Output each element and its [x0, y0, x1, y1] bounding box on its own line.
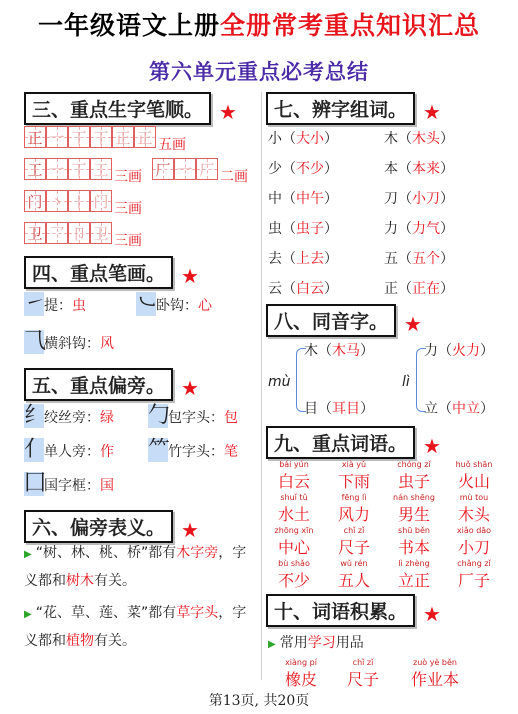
stroke-count: 三画	[114, 233, 142, 249]
homophone-item: 目（耳目）	[304, 401, 374, 417]
word-chinese: 厂子	[457, 571, 490, 590]
stroke-item: ⺄横斜钩：风	[24, 329, 114, 354]
word-pinyin: nán shēng	[393, 493, 435, 502]
word-pinyin: mù tou	[459, 493, 489, 502]
meaning-paragraph: ▶ “树、林、桃、桥”都有木字旁，字义都和树木有关。	[24, 545, 247, 589]
accumulation-line: ▶ 常用学习用品	[268, 635, 364, 651]
page-subtitle: 第六单元重点必考总结	[149, 60, 369, 84]
word-chinese: 书本	[397, 538, 430, 557]
word-pinyin: zuò yè běn	[413, 658, 457, 667]
word-chinese: 小刀	[457, 538, 490, 557]
section-5-heading: 五、重点偏旁。 ★	[24, 368, 199, 401]
word-pinyin: lì zhèng	[398, 559, 430, 568]
radical-glyph: ⺮	[148, 437, 171, 462]
meaning-paragraph: ▶ “花、草、莲、菜”都有草字头，字义都和植物有关。	[24, 605, 247, 649]
word-chinese: 立正	[397, 571, 430, 590]
distinguish-item: 木（木头）	[384, 131, 454, 147]
section-4-heading: 四、重点笔画。 ★	[24, 256, 199, 289]
word-pinyin: shū běn	[398, 526, 430, 535]
stroke-glyph: ㇀	[24, 291, 47, 316]
radical-item: 勹包字头：包	[148, 403, 238, 428]
star-icon: ★	[404, 311, 422, 336]
word-chinese: 五人	[337, 571, 370, 590]
star-icon: ★	[181, 263, 199, 288]
stroke-count: 三画	[114, 169, 142, 185]
radical-item: 纟绞丝旁：绿	[24, 403, 114, 428]
word-chinese: 水土	[277, 505, 310, 524]
word-chinese: 白云	[277, 472, 310, 491]
radical-item: ⺮竹字头：笔	[148, 437, 238, 462]
stroke-item: ㇃卧钩：心	[136, 291, 212, 316]
stroke-row: 工 一 丅 工 三画	[24, 158, 142, 180]
stroke-item: ㇀提：虫	[24, 291, 86, 316]
word-chinese: 不少	[277, 571, 310, 590]
pinyin-li: lì	[402, 374, 410, 390]
word-chinese: 虫子	[397, 472, 430, 491]
word-pinyin: wǔ rén	[340, 559, 368, 568]
stroke-glyph: ⺄	[24, 329, 47, 354]
distinguish-item: 力（力气）	[384, 221, 454, 237]
star-icon: ★	[219, 99, 237, 124]
star-icon: ★	[181, 375, 199, 400]
triangle-bullet-icon: ▶	[24, 549, 32, 560]
word-pinyin: fēng lì	[341, 493, 367, 502]
radical-item: 囗国字框：国	[24, 471, 114, 496]
word-pinyin: chóng zǐ	[397, 460, 431, 469]
section-3-heading: 三、重点生字笔顺。 ★	[24, 92, 237, 125]
word-chinese: 中心	[277, 538, 310, 557]
word-chinese: 尺子	[337, 538, 370, 557]
section-10-heading: 十、词语积累。 ★	[266, 594, 441, 627]
word-chinese: 男生	[397, 505, 430, 524]
stroke-row: 正 一 丅 丅 正 正 五画	[24, 126, 186, 148]
stroke-row: 卫 乛 卩 卫 三画	[24, 222, 142, 244]
word-pinyin: chǎng zǐ	[457, 559, 491, 568]
section-6-heading: 六、偏旁表义。 ★	[24, 510, 199, 543]
distinguish-item: 正（正在）	[384, 281, 454, 297]
star-icon: ★	[423, 601, 441, 626]
homophone-item: 力（火力）	[424, 343, 494, 359]
homophone-item: 立（中立）	[424, 401, 494, 417]
section-7-heading: 七、辨字组词。 ★	[266, 92, 441, 125]
pinyin-mu: mù	[268, 374, 291, 390]
distinguish-item: 去（上去）	[268, 251, 338, 267]
radical-glyph: 亻	[24, 437, 47, 462]
word-pinyin: bù shǎo	[278, 559, 310, 568]
distinguish-item: 刀（小刀）	[384, 191, 454, 207]
word-pinyin: xiàng pí	[285, 658, 317, 667]
stroke-count: 三画	[114, 201, 142, 217]
word-pinyin: huǒ shān	[455, 460, 493, 469]
word-chinese: 尺子	[346, 670, 379, 689]
distinguish-item: 本（本来）	[384, 161, 454, 177]
distinguish-item: 少（不少）	[268, 161, 338, 177]
triangle-bullet-icon: ▶	[24, 609, 32, 620]
section-9-heading: 九、重点词语。 ★	[266, 426, 441, 459]
distinguish-item: 云（白云）	[268, 281, 338, 297]
distinguish-item: 小（大小）	[268, 131, 338, 147]
triangle-bullet-icon: ▶	[268, 639, 276, 650]
word-chinese: 风力	[337, 505, 370, 524]
homophone-item: 木（木马）	[304, 343, 374, 359]
word-pinyin: xiǎo dāo	[456, 526, 492, 535]
word-chinese: 木头	[457, 505, 490, 524]
distinguish-item: 虫（虫子）	[268, 221, 338, 237]
stroke-glyph: ㇃	[136, 291, 159, 316]
word-pinyin: shuǐ tǔ	[280, 493, 308, 502]
word-chinese: 橡皮	[284, 670, 317, 689]
radical-glyph: 囗	[24, 471, 47, 496]
page-footer: 第13页, 共20页	[208, 693, 310, 709]
word-chinese: 下雨	[337, 472, 370, 491]
word-pinyin: zhōng xīn	[274, 526, 314, 535]
star-icon: ★	[423, 433, 441, 458]
distinguish-item: 五（五个）	[384, 251, 454, 267]
stroke-row: 厂 一 厂 二画	[152, 158, 248, 180]
distinguish-item: 中（中午）	[268, 191, 338, 207]
word-pinyin: bái yún	[279, 460, 309, 469]
star-icon: ★	[181, 517, 199, 542]
word-chinese: 作业本	[410, 670, 459, 689]
star-icon: ★	[423, 99, 441, 124]
stroke-count: 五画	[158, 137, 186, 153]
word-pinyin: chǐ zǐ	[352, 658, 374, 667]
word-pinyin: chǐ zǐ	[343, 526, 365, 535]
radical-glyph: 勹	[148, 403, 171, 428]
section-8-heading: 八、同音字。 ★	[266, 304, 422, 337]
radical-glyph: 纟	[24, 403, 47, 428]
stroke-row: 门 丶 丨 门 三画	[24, 190, 142, 212]
word-pinyin: xià yǔ	[341, 460, 367, 469]
word-chinese: 火山	[457, 472, 490, 491]
stroke-count: 二画	[220, 169, 248, 185]
radical-item: 亻单人旁：作	[24, 437, 114, 462]
page-title: 一年级语文上册全册常考重点知识汇总	[37, 11, 481, 40]
column-divider	[261, 92, 262, 680]
